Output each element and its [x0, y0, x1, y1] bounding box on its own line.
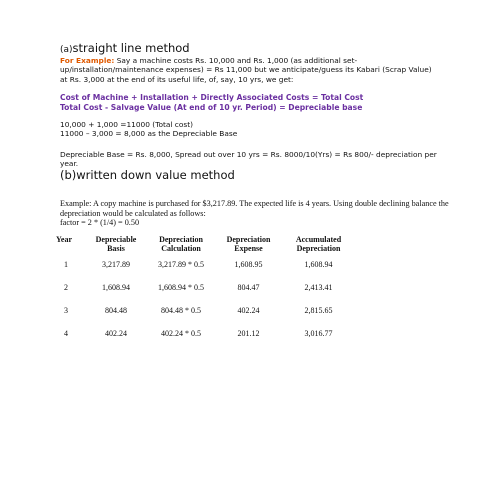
example-text: Say a machine costs Rs. 10,000 and Rs. 1,000 (as additional set-up/installation/maintenance expenses) = Rs 11,000 but we anticipate/guess its Kabari (Scrap Value) at Rs. 3,000 at the end of its useful life, of, say, 10 yrs, we get: [60, 56, 432, 84]
formula-depreciable-base: Total Cost - Salvage Value (At end of 10 yr. Period) = Depreciable base [60, 103, 363, 112]
calc-total-cost: 10,000 + 1,000 =11000 (Total cost) [60, 120, 194, 129]
header-accumulated: Accumulated Depreciation [295, 235, 342, 253]
section-a-title: straight line method [72, 41, 190, 55]
example-paragraph [60, 56, 440, 84]
cell-accumulated: 2,815.65 [304, 306, 333, 315]
cell-year: 3 [64, 306, 68, 315]
header-calculation: Depreciation Calculation [159, 235, 203, 253]
cell-year: 2 [64, 283, 68, 292]
cell-basis: 804.48 [105, 306, 127, 315]
cell-year: 4 [64, 329, 68, 338]
table-row [56, 322, 356, 345]
depreciation-table [56, 225, 356, 345]
formula-total-cost: Cost of Machine + Installation + Directly Associated Costs = Total Cost [60, 93, 364, 102]
cell-basis: 402.24 [105, 329, 127, 338]
table-row [56, 299, 356, 322]
formula-block [60, 93, 363, 113]
cell-calculation: 402.24 * 0.5 [161, 329, 201, 338]
section-b-heading: (b)written down value method [60, 168, 235, 182]
header-year: Year [56, 234, 72, 244]
cell-accumulated: 2,413.41 [304, 283, 333, 292]
example-label: For Example: [60, 56, 115, 65]
table-row [56, 276, 356, 299]
cell-accumulated: 1,608.94 [304, 260, 333, 269]
intro-factor: factor = 2 * (1/4) = 0.50 [60, 218, 140, 228]
calculation-block [60, 120, 440, 139]
cell-expense: 402.24 [237, 306, 260, 315]
header-expense: Depreciation Expense [226, 235, 271, 253]
intro-example: Example: A copy machine is purchased for $3,217.89. The expected life is 4 years. Using double declining balance the depreciation would be calculated as follows: [60, 199, 449, 218]
cell-year: 1 [64, 260, 68, 269]
result-paragraph: Depreciable Base = Rs. 8,000, Spread out over 10 yrs = Rs. 8000/10(Yrs) = Rs 800/- depreciation per year. [60, 150, 437, 169]
calc-depreciable-base: 11000 – 3,000 = 8,000 as the Depreciable Base [60, 129, 238, 139]
cell-accumulated: 3,016.77 [304, 329, 333, 338]
section-a-heading [60, 41, 190, 55]
table-header-row [56, 225, 356, 253]
cell-basis: 3,217.89 [102, 260, 130, 269]
cell-basis: 1,608.94 [102, 283, 130, 292]
cell-expense: 201.12 [237, 329, 260, 338]
section-a-label: (a) [60, 45, 73, 55]
cell-calculation: 1,608.94 * 0.5 [158, 283, 204, 292]
cell-calculation: 804.48 * 0.5 [161, 306, 201, 315]
cell-calculation: 3,217.89 * 0.5 [158, 260, 204, 269]
table-row [56, 253, 356, 276]
section-b-intro [60, 199, 450, 228]
cell-expense: 1,608.95 [234, 260, 263, 269]
header-basis: Depreciable Basis [95, 235, 137, 253]
cell-expense: 804.47 [237, 283, 260, 292]
